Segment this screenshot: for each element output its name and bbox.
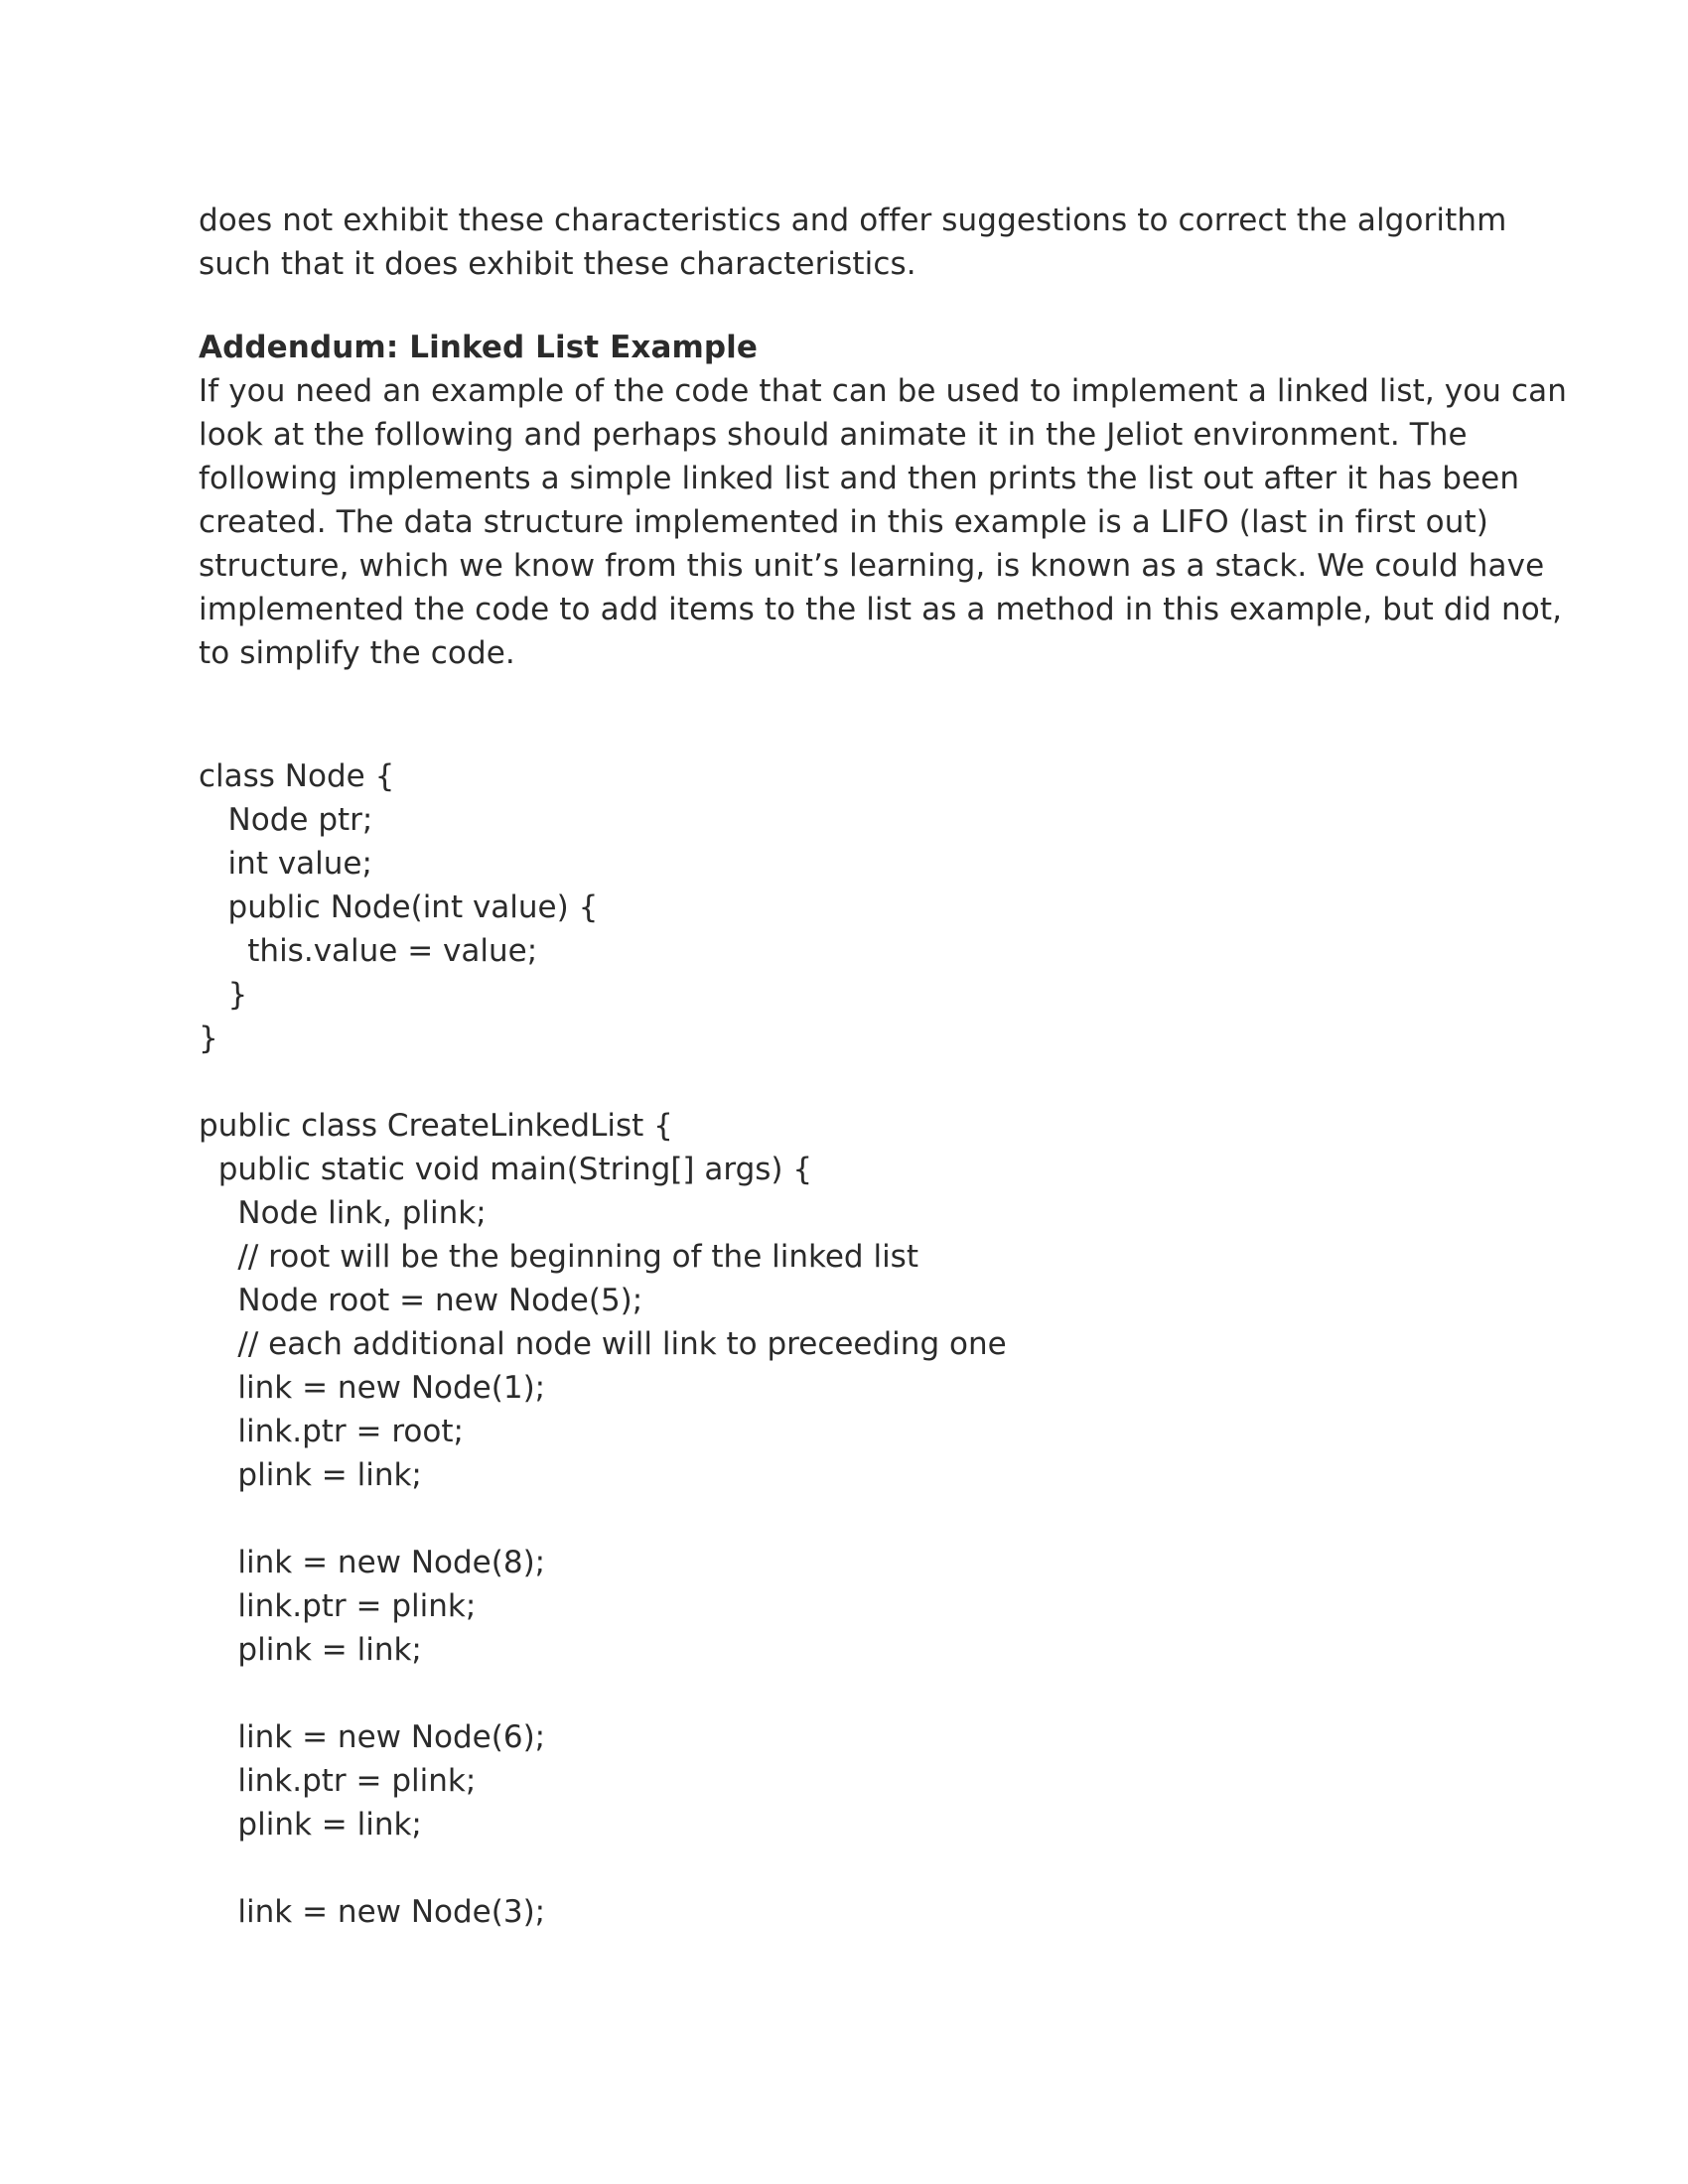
code-blank-line — [199, 1672, 1489, 1715]
code-line: plink = link; — [199, 1807, 422, 1843]
paragraph-line: implemented the code to add items to the list as a method in this example, but did not, — [199, 592, 1563, 627]
code-line: this.value = value; — [199, 933, 538, 969]
code-line: link = new Node(8); — [199, 1545, 546, 1580]
spacer — [199, 675, 1489, 754]
spacer — [199, 286, 1489, 326]
intro-line: does not exhibit these characteristics and offer suggestions to correct the algorithm — [199, 203, 1507, 238]
code-line: Node link, plink; — [199, 1195, 487, 1231]
paragraph-line: following implements a simple linked list and then prints the list out after it has been — [199, 461, 1520, 496]
code-line: link = new Node(3); — [199, 1894, 546, 1930]
code-blank-line — [199, 1060, 1489, 1104]
code-line: Node root = new Node(5); — [199, 1283, 643, 1318]
document-page — [199, 199, 1567, 1934]
code-line: plink = link; — [199, 1457, 422, 1493]
code-line: link = new Node(6); — [199, 1719, 546, 1755]
code-line: Node ptr; — [199, 802, 373, 838]
code-block — [199, 754, 1489, 1934]
code-line: class Node { — [199, 758, 395, 794]
code-blank-line — [199, 1497, 1489, 1541]
code-comment-line: // each additional node will link to preceeding one — [199, 1326, 1007, 1362]
paragraph-line: to simplify the code. — [199, 635, 515, 671]
code-line: link.ptr = root; — [199, 1414, 464, 1449]
code-line: link = new Node(1); — [199, 1370, 546, 1406]
paragraph-line: structure, which we know from this unit’s learning, is known as a stack. We could have — [199, 548, 1545, 584]
code-line: } — [199, 1021, 218, 1056]
paragraph-line: look at the following and perhaps should animate it in the Jeliot environment. The — [199, 417, 1468, 453]
paragraph-line: created. The data structure implemented in this example is a LIFO (last in first out) — [199, 504, 1488, 540]
code-line: public class CreateLinkedList { — [199, 1108, 673, 1144]
code-comment-line: // root will be the beginning of the linked list — [199, 1239, 918, 1275]
code-line: plink = link; — [199, 1632, 422, 1668]
intro-line: such that it does exhibit these characteristics. — [199, 246, 916, 282]
addendum-heading: Addendum: Linked List Example — [199, 330, 759, 365]
paragraph-line: If you need an example of the code that can be used to implement a linked list, you can — [199, 373, 1567, 409]
code-line: link.ptr = plink; — [199, 1763, 477, 1799]
code-line: public Node(int value) { — [199, 889, 599, 925]
code-line: } — [199, 977, 248, 1013]
code-line: public static void main(String[] args) { — [199, 1152, 813, 1187]
code-blank-line — [199, 1846, 1489, 1890]
code-line: int value; — [199, 846, 372, 882]
code-line: link.ptr = plink; — [199, 1588, 477, 1624]
